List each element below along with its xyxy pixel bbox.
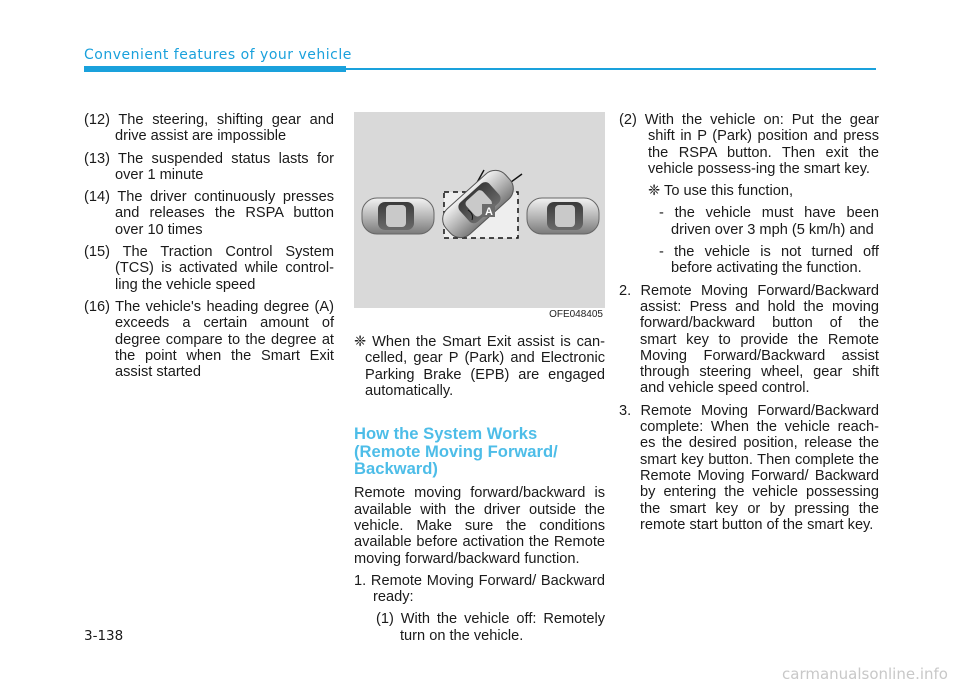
step-1-sub-1: (1) With the vehicle off: Remotely turn on the vehicle. (376, 611, 605, 644)
step-1: 1. Remote Moving Forward/ Backward ready: (354, 572, 605, 606)
intro-paragraph: Remote moving forward/backward is available with the driver outside the vehicle. Make sure the conditions available before activation the Remote moving forward/backward function. (354, 485, 605, 567)
condition-item: - the vehicle is not turned off before activating the function. (659, 244, 879, 277)
section-heading: How the System Works (Remote Moving Forward/ Backward) (354, 424, 558, 478)
note: ❈ To use this function, (648, 183, 794, 200)
section-title: Convenient features of your vehicle (84, 47, 352, 63)
parking-diagram (354, 112, 605, 308)
header-rule-thick (84, 66, 346, 72)
list-item: (16) The vehicle's heading degree (A) exceeds a certain amount of degree compare to the degree at the point when the Smart Exit assist started (84, 298, 334, 381)
step-3: 3. Remote Moving Forward/Backward complete: When the vehicle reach-es the desired position, release the smart key button. Then complete the Remote Moving Forward/ Backward by entering the vehicle possessing the smart key or by pressing the remote start button of the smart key. (619, 402, 879, 533)
label-a: A (485, 206, 493, 218)
column-1 (84, 112, 334, 386)
page-number: 3-138 (84, 628, 124, 644)
step-2: 2. Remote Moving Forward/Backward assist: Press and hold the moving forward/backward button of the smart key to provide the Remote Moving Forward/Backward assist through steering wheel, gear shift and vehicle speed control. (619, 282, 879, 397)
column-2 (354, 112, 605, 650)
list-item: (14) The driver continuously presses and releases the RSPA button over 10 times (84, 189, 335, 238)
parked-car-right (527, 198, 599, 234)
step-1-sub-2: (2) With the vehicle on: Put the gear shift in P (Park) position and press the RSPA button. Then exit the vehicle possess-ing the smart key. (619, 112, 879, 177)
parking-illustration (354, 112, 605, 320)
list-item: (12) The steering, shifting gear and drive assist are impossible (84, 112, 334, 145)
column-3 (619, 112, 879, 539)
header-rule-thin (346, 68, 876, 70)
list-item: (13) The suspended status lasts for over 1 minute (84, 150, 334, 183)
figure-caption: OFE048405 (549, 308, 603, 320)
list-item: (15) The Traction Control System (TCS) is activated while control-ling the vehicle speed (84, 244, 334, 293)
parked-car-left (362, 198, 434, 234)
watermark: carmanualsonline.info (782, 665, 948, 683)
note: ❈ When the Smart Exit assist is can-celled, gear P (Park) and Electronic Parking Brake (EPB) are engaged automatically. (354, 334, 605, 399)
condition-item: - the vehicle must have been driven over 3 mph (5 km/h) and (659, 205, 879, 238)
